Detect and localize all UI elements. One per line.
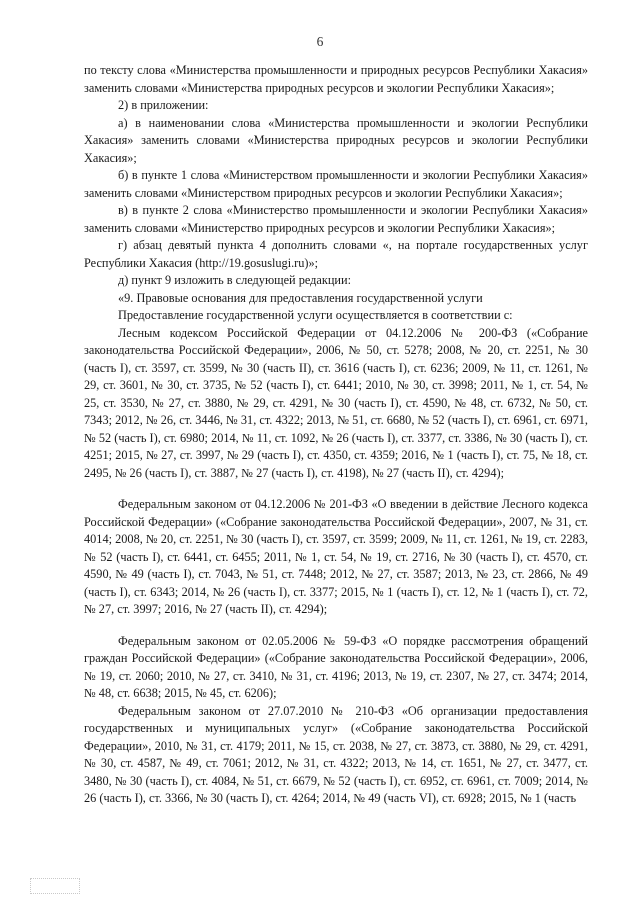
paragraph-12: Федеральным законом от 02.05.2006 № 59-ФЗ «О порядке рассмотрения обращений граждан Российской Федерации» («Собрание законодательства Российской Федерации», 2006, № 19, ст. 2060; 2010, № 27, ст. 3410, № 31, ст. 4196; 2013, № 19, ст. 2307, № 27, ст. 3474; 2014, № 48, ст. 6638; 2015, № 45, ст. 6206);: [84, 633, 588, 700]
paragraph-8: «9. Правовые основания для предоставления государственной услуги: [118, 290, 483, 305]
scan-stamp-mark: [30, 878, 80, 894]
paragraph-11: Федеральным законом от 04.12.2006 № 201-ФЗ «О введении в действие Лесного кодекса Российской Федерации» («Собрание законодательства Российской Федерации», 2007, № 31, ст. 4014; 2008, № 20, ст. 2251, № 30 (часть I), ст. 3597, ст. 3599; 2009, № 11, ст. 1261, № 19, ст. 2283, № 52 (часть I), ст. 6441, ст. 6455; 2011, № 1, ст. 54, № 19, ст. 2716, № 30 (часть I), ст. 4570, ст. 4590, № 49 (часть I), ст. 7043, № 51, ст. 7448; 2012, № 27, ст. 3587; 2013, № 23, ст. 2866, № 49 (часть I), ст. 6343; 2014, № 26 (часть I), ст. 3377; 2015, № 1 (часть I), ст. 12, № 1 (часть I), ст. 72, № 27, ст. 3997; 2016, № 27 (часть II), ст. 4294);: [84, 497, 588, 616]
paragraph-3: а) в наименовании слова «Министерства промышленности и экологии Республики Хакасия» заменить словами «Министерства природных ресурсов и экологии Республики Хакасия»;: [84, 115, 588, 165]
paragraph-13: Федеральным законом от 27.07.2010 № 210-ФЗ «Об организации предоставления государственных и муниципальных услуг» («Собрание законодательства Российской Федерации», 2010, № 31, ст. 4179; 2011, № 15, ст. 2038, № 27, ст. 3873, ст. 3880, № 29, ст. 4291, № 30, ст. 4587, № 49, ст. 7061; 2012, № 31, ст. 4322; 2013, № 14, ст. 1651, № 27, ст. 3477, ст. 3480, № 30 (часть I), ст. 4084, № 51, ст. 6679, № 52 (часть I), ст. 6952, ст. 6961, ст. 7009; 2014, № 26 (часть I), ст. 3366, № 30 (часть I), ст. 4264; 2014, № 49 (часть VI), ст. 6928; 2015, № 1 (часть: [84, 703, 588, 805]
paragraph-9: Предоставление государственной услуги осуществляется в соответствии с:: [118, 308, 513, 322]
paragraph-10: Лесным кодексом Российской Федерации от 04.12.2006 № 200-ФЗ («Собрание законодательства Российской Федерации», 2006, № 50, ст. 5278; 2008, № 20, ст. 2251, № 30 (часть I), ст. 3597, ст. 3599, № 30 (часть II), ст. 3616 (часть I), ст. 6236; 2009, № 11, ст. 1261, № 29, ст. 3601, № 30, ст. 3735, № 52 (часть I), ст. 6441; 2010, № 30, ст. 3998; 2011, № 1, ст. 54, № 25, ст. 3530, № 27, ст. 3880, № 29, ст. 4291, № 30 (часть I), ст. 4590, № 48, ст. 6732, № 50, ст. 7343; 2012, № 26, ст. 3446, № 31, ст. 4322; 2013, № 51, ст. 6680, № 52 (часть I), ст. 6961, ст. 6971, № 52 (часть I), ст. 6980; 2014, № 11, ст. 1092, № 26 (часть I), ст. 3377, ст. 3386, № 30 (часть I), ст. 4251; 2015, № 27, ст. 3997, № 29 (часть I), ст. 4350, ст. 4359; 2016, № 1 (часть I), ст. 75, № 18, ст. 2495, № 26 (часть I), ст. 3887, № 27 (часть I), ст. 4198), № 27 (часть II), ст. 4294);: [84, 325, 588, 480]
paragraph-1: по тексту слова «Министерства промышленности и природных ресурсов Республики Хакасия» заменить словами «Министерства природных ресурсов и экологии Республики Хакасия»;: [84, 63, 588, 95]
paragraph-6: г) абзац девятый пункта 4 дополнить словами «, на портале государственных услуг Республики Хакасия (http://19.gosuslugi.ru)»;: [84, 238, 588, 270]
paragraph-7: д) пункт 9 изложить в следующей редакции:: [118, 273, 352, 287]
page-number: 6: [316, 34, 324, 49]
paragraph-5: в) в пункте 2 слова «Министерство промышленности и экологии Республики Хакасия» заменить словами «Министерство природных ресурсов и экологии Республики Хакасия»;: [84, 203, 588, 235]
document-body: [84, 62, 588, 808]
paragraph-4: б) в пункте 1 слова «Министерством промышленности и экологии Республики Хакасия» заменить словами «Министерством природных ресурсов и экологии Республики Хакасия»;: [84, 168, 588, 200]
paragraph-2: 2) в приложении:: [118, 98, 209, 112]
